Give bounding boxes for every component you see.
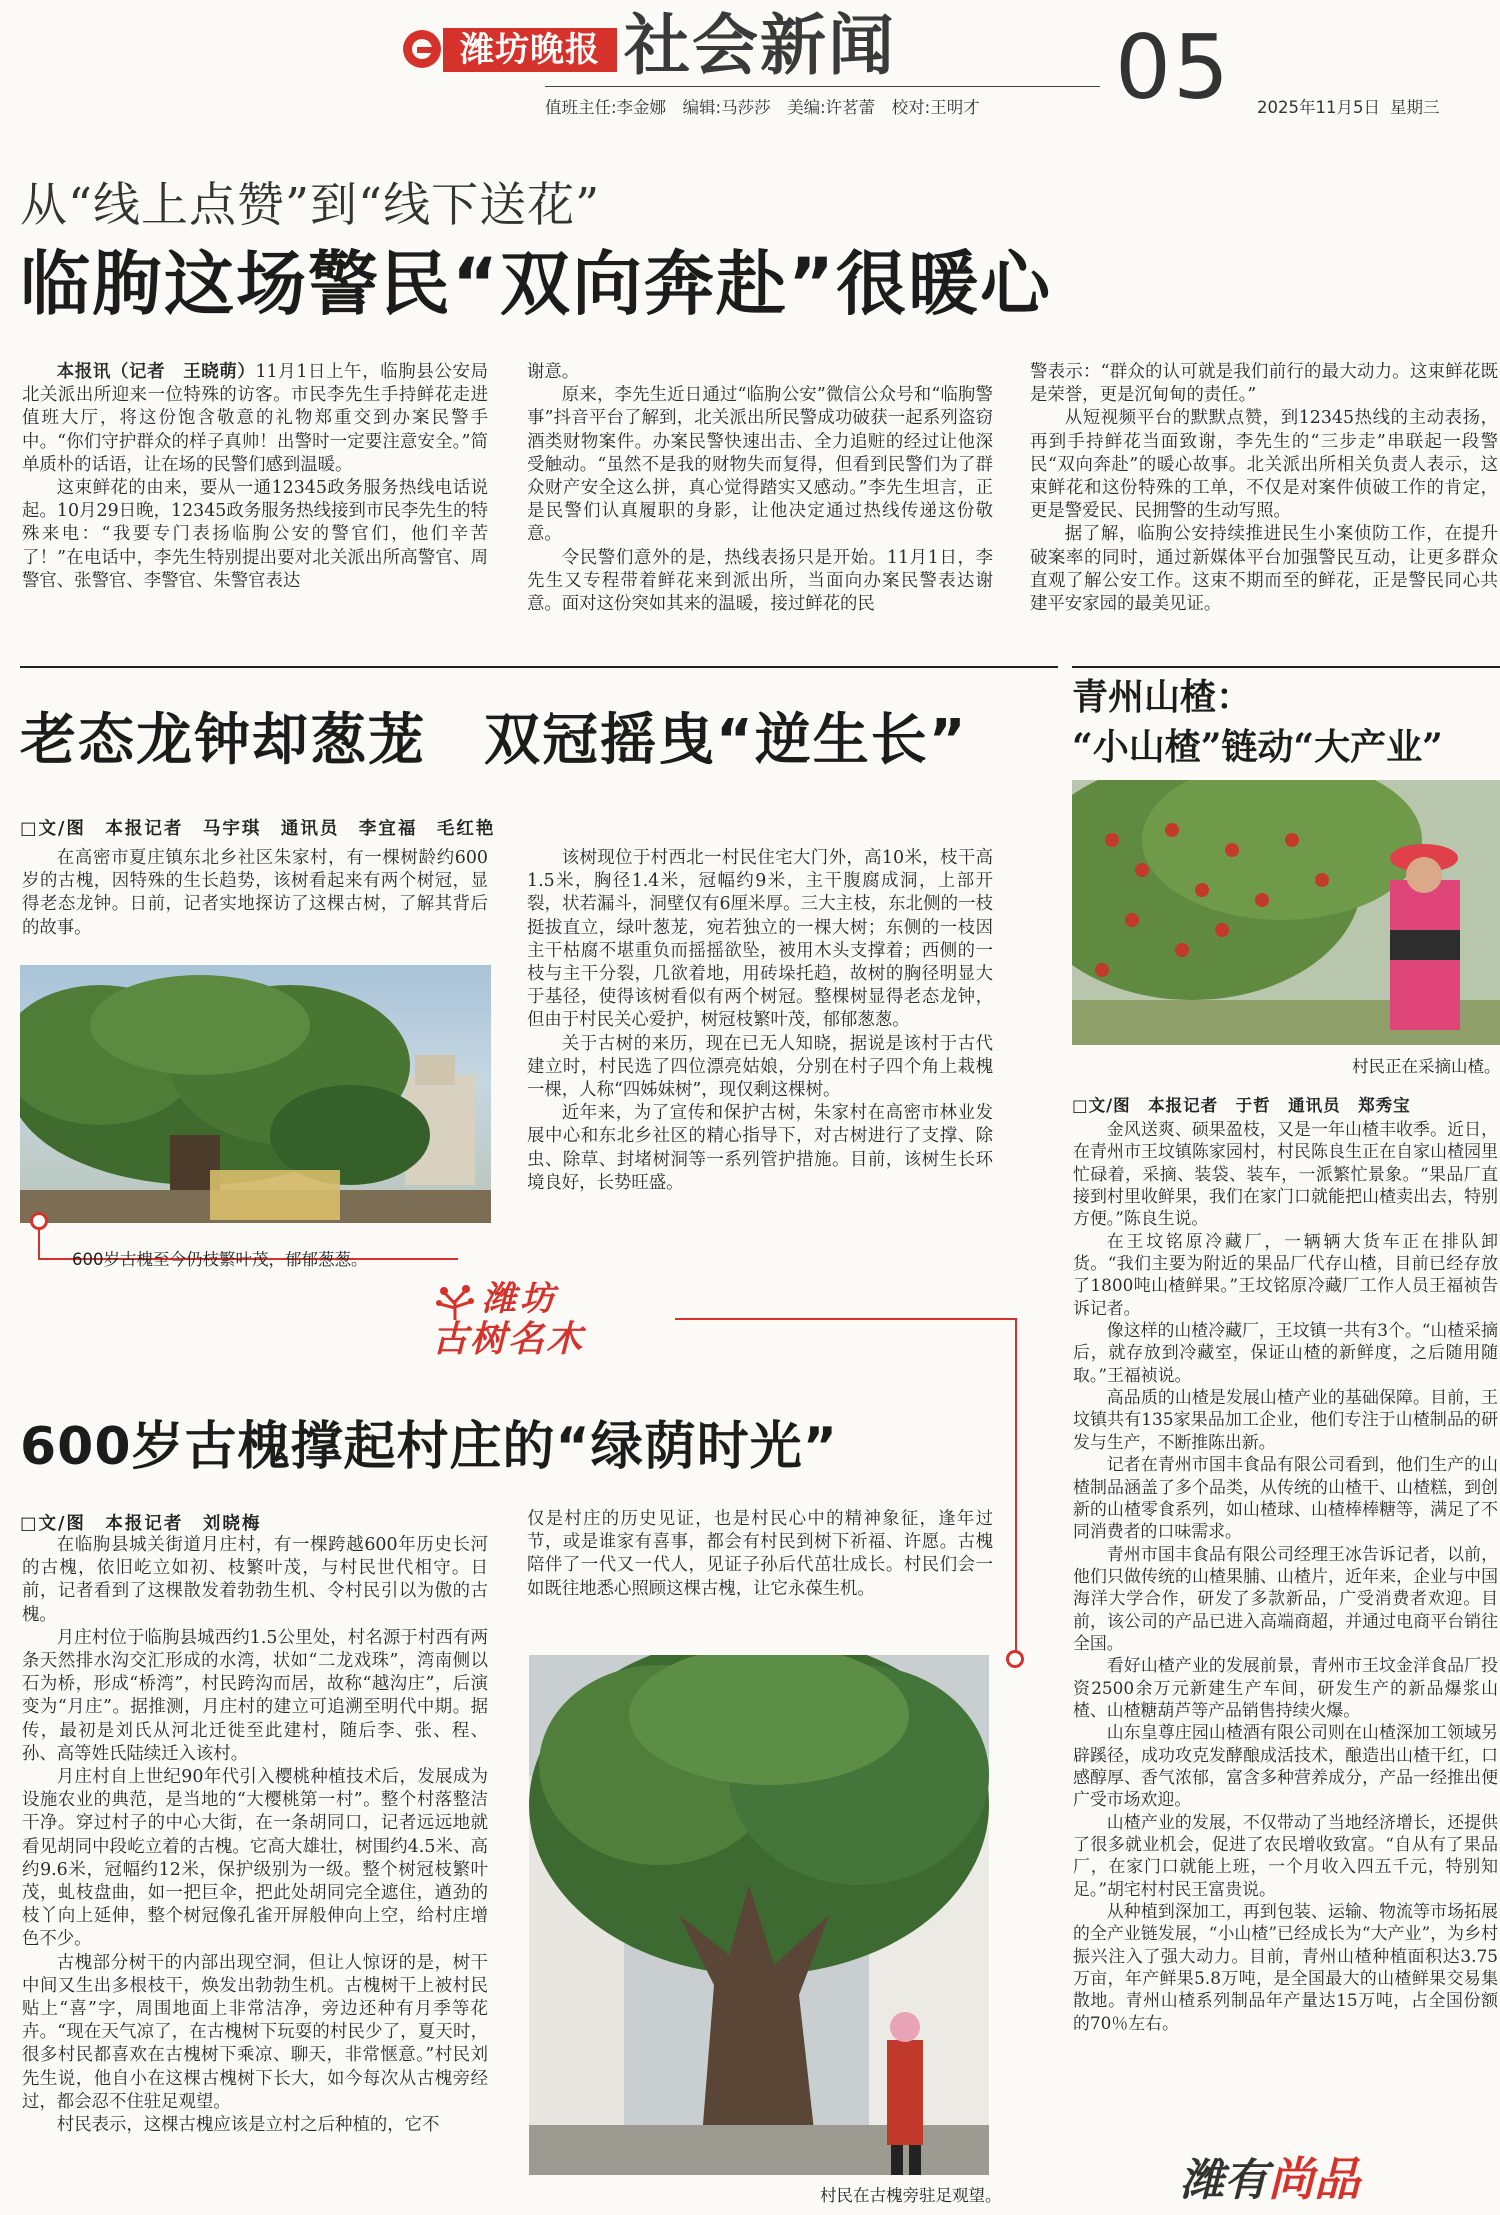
article3-title: 600岁古槐撑起村庄的“绿荫时光” — [20, 1417, 838, 1477]
article1-col3 — [1030, 361, 1498, 616]
article3-col1 — [22, 1534, 488, 2137]
article1-col2 — [527, 361, 993, 616]
caption-marker — [30, 1212, 48, 1230]
article4-paragraph: 金风送爽、硕果盈枝，又是一年山楂丰收季。近日，在青州市王坟镇陈家园村，村民陈良生正在自家山楂园里忙碌着，采摘、装袋、装车，一派繁忙景象。“果品厂直接到村里收鲜果，我们在家门口就能把山楂卖出去，特别方便。”陈良生说。 — [1073, 1119, 1498, 1229]
article3-paragraph: 在临朐县城关街道月庄村，有一棵跨越600年历史长河的古槐，依旧屹立如初、枝繁叶茂，与村民世代相守。日前，记者看到了这棵散发着勃勃生机、令村民引以为傲的古槐。 — [22, 1535, 488, 1625]
article3-paragraph: 村民表示，这棵古槐应该是立村之后种植的，它不 — [56, 2115, 440, 2136]
divider — [20, 666, 1058, 668]
divider — [1072, 666, 1500, 668]
article2-photo-caption: 600岁古槐至今仍枝繁叶茂，郁郁葱葱。 — [72, 1250, 368, 1269]
tree-logo-icon — [430, 1282, 480, 1322]
article4-paragraph: 山楂产业的发展，不仅带动了当地经济增长，还提供了很多就业机会，促进了农民增收致富。“自从有了果品厂，在家门口就能上班，一个月收入四五千元，特别知足。”胡宅村村民王富贵说。 — [1073, 1811, 1498, 1899]
article4-photo-caption: 村民正在采摘山楂。 — [1352, 1057, 1500, 1076]
page-number: 05 — [1115, 16, 1231, 119]
old-tree-photo — [20, 965, 491, 1223]
article2-title: 老态龙钟却葱茏 双冠摇曳“逆生长” — [20, 708, 968, 773]
article3-paragraph: 仅是村庄的历史见证，也是村民心中的精神象征，逢年过节，或是谁家有喜事，都会有村民到树下祈福、许愿。古槐陪伴了一代又一代人，见证子孙后代茁壮成长。村民们会一如既往地悉心照顾这棵古槐，让它永葆生机。 — [527, 1509, 993, 1599]
gushu-logo-line1: 潍坊 — [482, 1279, 558, 1319]
photo-marker — [1006, 1650, 1024, 1668]
article4-paragraph: 山东皇尊庄园山楂酒有限公司则在山楂深加工领域另辟蹊径，成功攻克发酵酿成活技术，酿造出山楂干红，口感醇厚、香气浓郁，富含多种营养成分，产品一经推出便广受市场欢迎。 — [1073, 1722, 1498, 1810]
article1-paragraph: 谢意。 — [527, 362, 580, 382]
weiyou-shangpin-logo — [1180, 2143, 1360, 2206]
paper-name: 潍坊晚报 — [443, 28, 617, 72]
article1-paragraph: 原来，李先生近日通过“临朐公安”微信公众号和“临朐警事”抖音平台了解到，北关派出所民警成功破获一起系列盗窃酒类财物案件。办案民警快速出击、全力追赃的经过让他深受触动。“虽然不是我的财物失而复得，但看到民警们为了群众财产安全这么拼，真心觉得踏实又感动。”李先生坦言，正是民警们认真履职的身影，让他决定通过热线传递这份敬意。 — [527, 385, 993, 545]
article4-title-line1: 青州山楂： — [1072, 676, 1253, 718]
kicker: 从“线上点赞”到“线下送花” — [20, 178, 601, 233]
article4-paragraph: 在王坟铭原冷藏厂，一辆辆大货车正在排队卸货。“我们主要为附近的果品厂代存山楂，目前已经存放了1800吨山楂鲜果。”王坟铭原冷藏厂工作人员王福祯告诉记者。 — [1073, 1230, 1498, 1318]
hawthorn-illustration — [1072, 780, 1500, 1045]
article1-paragraph: 警表示：“群众的认可就是我们前行的最大动力。这束鲜花既是荣誉，更是沉甸甸的责任。” — [1030, 362, 1498, 406]
staff-credits: 值班主任:李金娜 编辑:马莎莎 美编:许茗蕾 校对:王明才 — [545, 98, 980, 117]
tree-illustration — [20, 965, 491, 1223]
article4-byline: □文/图 本报记者 于哲 通讯员 郑秀宝 — [1072, 1096, 1411, 1115]
article1-paragraph: 本报讯（记者 王晓萌）11月1日上午，临朐县公安局北关派出所迎来一位特殊的访客。市民李先生手持鲜花走进值班大厅，将这份饱含敬意的礼物郑重交到办案民警手中。“你们守护群众的样子真帅！出警时一定要注意安全。”简单质朴的话语，让在场的民警们感到温暖。 — [22, 362, 488, 475]
section-title: 社会新闻 — [624, 6, 896, 84]
article3-photo-caption: 村民在古槐旁驻足观望。 — [820, 2186, 1002, 2205]
shangpin-logo-part1: 潍有 — [1180, 2155, 1268, 2206]
article1-paragraph: 从短视频平台的默默点赞，到12345热线的主动表扬，再到手持鲜花当面致谢，李先生的“三步走”串联起一段警民“双向奔赴”的暖心故事。北关派出所相关负责人表示，这束鲜花和这份特殊的工单，不仅是对案件侦破工作的肯定，更是警爱民、民拥警的生动写照。 — [1030, 408, 1498, 522]
article4-paragraph: 像这样的山楂冷藏厂，王坟镇一共有3个。“山楂采摘后，就存放到冷藏室，保证山楂的新鲜度，之后随用随取。”王福祯说。 — [1073, 1320, 1498, 1385]
gushu-logo-line2: 古树名木 — [432, 1319, 585, 1360]
article4-paragraph: 记者在青州市国丰食品有限公司看到，他们生产的山楂制品涵盖了多个品类，从传统的山楂干、山楂糕，到创新的山楂零食系列，如山楂球、山楂棒棒糖等，满足了不同消费者的口味需求。 — [1073, 1454, 1498, 1542]
article4-paragraph: 从种植到深加工，再到包装、运输、物流等市场拓展的全产业链发展，“小山楂”已经成长为“大产业”，为乡村振兴注入了强大动力。目前，青州山楂种植面积达3.75万亩，年产鲜果5.8万吨，是全国最大的山楂鲜果交易集散地。青州山楂系列制品年产量达15万吨，占全国份额的70％左右。 — [1073, 1901, 1498, 2033]
article2-col1 — [22, 847, 488, 940]
article4-body — [1073, 1118, 1498, 2034]
article4-paragraph: 青州市国丰食品有限公司经理王冰告诉记者，以前，他们只做传统的山楂果脯、山楂片，近年来，企业与中国海洋大学合作，研发了多款新品，广受消费者欢迎。目前，该公司的产品已进入高端商超，并通过电商平台销往全国。 — [1073, 1543, 1498, 1653]
article3-paragraph: 古槐部分树干的内部出现空洞，但让人惊讶的是，树干中间又生出多根枝干，焕发出勃勃生机。古槐树干上被村民贴上“喜”字，周围地面上非常洁净，旁边还种有月季等花卉。“现在天气凉了，在古槐树下玩耍的村民少了，夏天时，很多村民都喜欢在古槐树下乘凉、聊天，非常惬意。”村民刘先生说，他自小在这棵古槐树下长大，如今每次从古槐旁经过，都会忍不住驻足观望。 — [22, 1952, 488, 2112]
article1-title: 临朐这场警民“双向奔赴”很暖心 — [20, 243, 1053, 325]
article4-title-line2: “小山楂”链动“大产业” — [1072, 726, 1443, 768]
article1-paragraph: 据了解，临朐公安持续推进民生小案侦防工作，在提升破案率的同时，通过新媒体平台加强警民互动，让更多群众直观了解公安工作。这束不期而至的鲜花，正是警民同心共建平安家园的最美见证。 — [1030, 524, 1498, 615]
issue-weekday: 星期三 — [1390, 98, 1440, 117]
gushu-mingmu-logo — [430, 1280, 650, 1362]
village-tree-photo — [529, 1655, 989, 2175]
hawthorn-photo — [1072, 780, 1500, 1045]
article4-paragraph: 看好山楂产业的发展前景，青州市王坟金洋食品厂投资2500余万元新建生产车间，研发生产的新品爆浆山楂、山楂糖葫芦等产品销售持续火爆。 — [1073, 1655, 1498, 1720]
article1-paragraph: 令民警们意外的是，热线表扬只是开始。11月1日，李先生又专程带着鲜花来到派出所，当面向办案民警表达谢意。面对这份突如其来的温暖，接过鲜花的民 — [527, 547, 993, 615]
article4-paragraph: 高品质的山楂是发展山楂产业的基础保障。目前，王坟镇共有135家果品加工企业，他们专注于山楂制品的研发与生产，不断推陈出新。 — [1073, 1387, 1498, 1452]
article3-byline: □文/图 本报记者 刘晓梅 — [20, 1514, 262, 1534]
article1-paragraph: 这束鲜花的由来，要从一通12345政务服务热线电话说起。10月29日晚，12345政务服务热线接到市民李先生的特殊来电：“我要专门表扬临朐公安的警官们，他们辛苦了！”在电话中，李先生特别提出要对北关派出所高警官、周警官、张警官、李警官、朱警官表达 — [22, 478, 488, 591]
article3-paragraph: 月庄村位于临朐县城西约1.5公里处，村名源于村西有两条天然排水沟交汇形成的水湾，状如“二龙戏珠”，湾南侧以石为桥，形成“桥湾”，村民跨沟而居，故称“越沟庄”，后演变为“月庄”。据推测，月庄村的建立可追溯至明代中期。据传，最初是刘氏从河北迁徙至此建村，随后李、张、程、孙、高等姓氏陆续迁入该村。 — [22, 1627, 488, 1764]
article2-paragraph: 在高密市夏庄镇东北乡社区朱家村，有一棵树龄约600岁的古槐，因特殊的生长趋势，该树看起来有两个树冠，显得老态龙钟。日前，记者实地探访了这棵古树，了解其背后的故事。 — [22, 848, 488, 938]
article2-paragraph: 该树现位于村西北一村民住宅大门外，高10米，枝干高1.5米，胸径1.4米，冠幅约9米，主干腹腐成洞，上部开裂，状若漏斗，洞壁仅有6厘米厚。三大主枝，东北侧的一枝挺拔直立，绿叶葱茏，宛若独立的一棵大树；东侧的一枝因主干枯腐不堪重负而摇摇欲坠，被用木头支撑着；西侧的一枝与主干分裂，几欲着地，用砖垛托趋，故树的胸径明显大于基径，使得该树看似有两个树冠。整棵树显得老态龙钟，但由于村民关心爱护，树冠枝繁叶茂，郁郁葱葱。 — [527, 848, 993, 1031]
issue-date: 2025年11月5日 — [1257, 98, 1380, 117]
paper-logo-icon — [403, 30, 441, 68]
village-tree-illustration — [529, 1655, 989, 2175]
article2-col2 — [527, 847, 993, 1195]
shangpin-logo-part2: 尚品 — [1268, 2152, 1360, 2206]
article2-byline: □文/图 本报记者 马宇琪 通讯员 李宜福 毛红艳 — [20, 819, 496, 839]
article2-paragraph: 近年来，为了宣传和保护古树，朱家村在高密市林业发展中心和东北乡社区的精心指导下，对古树进行了支撑、除虫、除草、封堵树洞等一系列管护措施。目前，该树生长环境良好，长势旺盛。 — [527, 1103, 993, 1193]
article2-paragraph: 关于古树的来历，现在已无人知晓，据说是该村于古代建立时，村民选了四位漂亮姑娘，分别在村子四个角上栽槐一棵，人称“四姊妹树”，现仅剩这棵树。 — [527, 1033, 993, 1101]
masthead — [0, 0, 1500, 125]
lead-label: 本报讯（记者 王晓萌） — [56, 362, 256, 382]
article3-paragraph: 月庄村自上世纪90年代引入樱桃种植技术后，发展成为设施农业的典范，是当地的“大樱桃第一村”。整个村落整洁干净。穿过村子的中心大街，在一条胡同口，记者远远地就看见胡同中段屹立着的古槐。它高大雄壮，树围约4.5米、高约9.6米，冠幅约12米，保护级别为一级。整个树冠枝繁叶茂，虬枝盘曲，如一把巨伞，把此处胡同完全遮住，遒劲的枝丫向上延伸，整个树冠像孔雀开屏般伸向上空，给村庄增色不少。 — [22, 1767, 488, 1950]
article1-col1 — [22, 361, 488, 593]
article3-col2 — [527, 1508, 993, 1601]
